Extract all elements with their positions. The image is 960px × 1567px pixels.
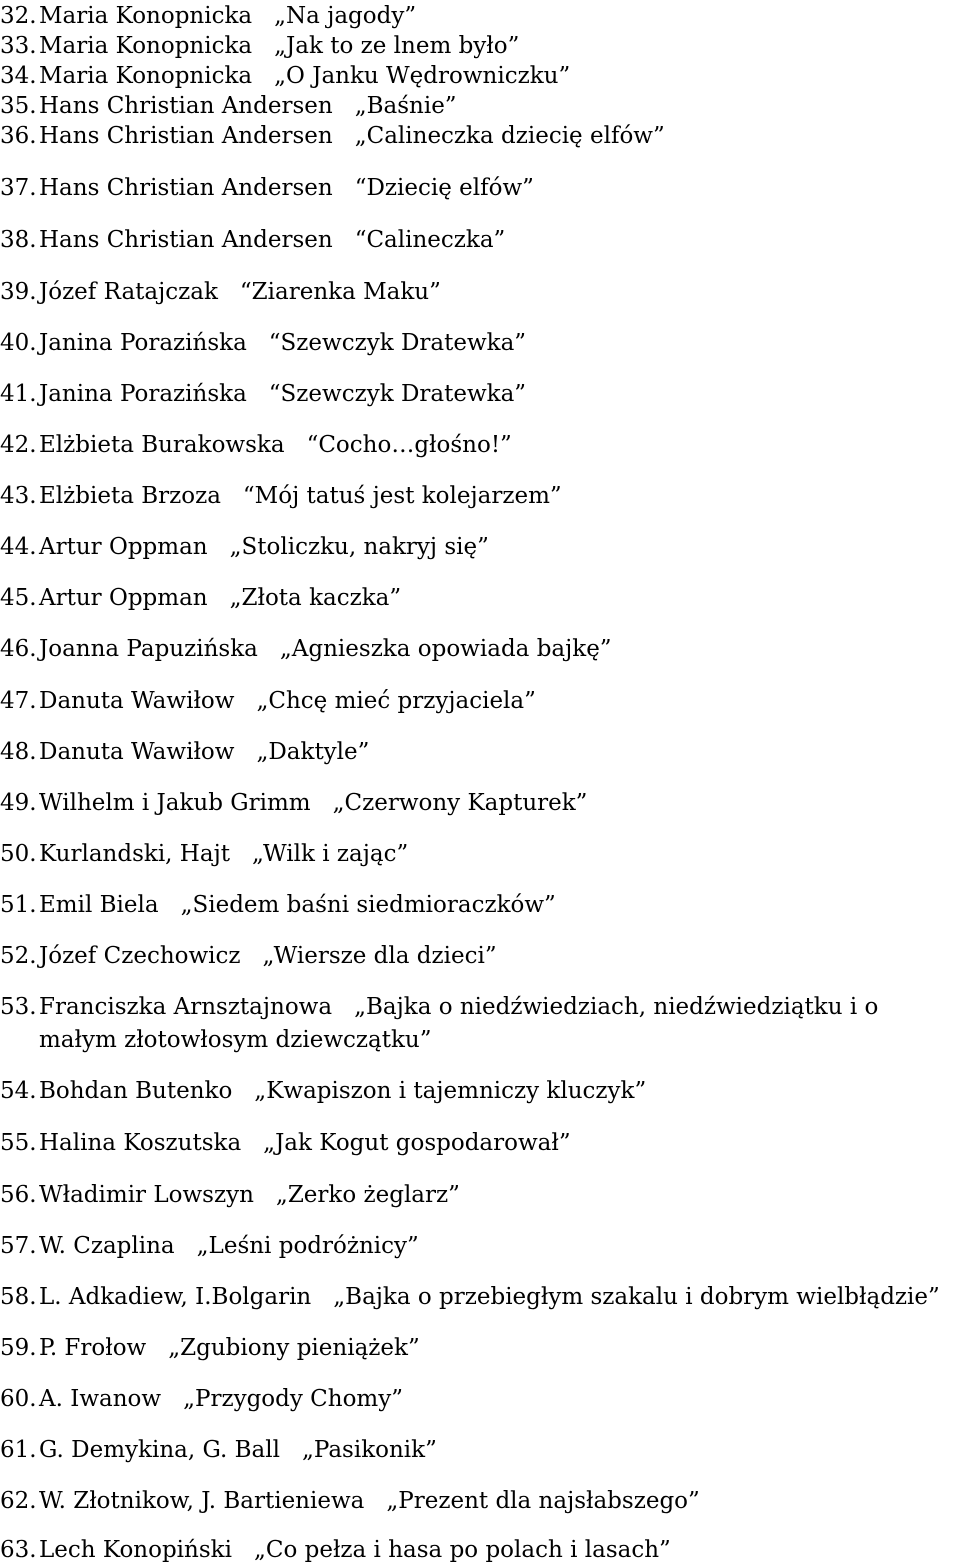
- item-title: „Pasikonik”: [301, 1437, 437, 1463]
- item-author: Maria Konopnicka: [39, 33, 253, 59]
- item-number: 63.: [0, 1537, 37, 1563]
- list-item: [0, 685, 536, 718]
- item-title: „Chcę mieć przyjaciela”: [256, 688, 536, 714]
- item-number: 38.: [0, 227, 37, 253]
- item-number: 56.: [0, 1182, 37, 1208]
- item-title: „Jak to ze lnem było”: [274, 33, 520, 59]
- item-number: 59.: [0, 1335, 37, 1361]
- item-number: 41.: [0, 381, 37, 407]
- item-title: „Bajka o niedźwiedziach, niedźwiedziątku i o małym złotowłosym dziewczątku”: [39, 994, 879, 1053]
- list-item: [0, 480, 562, 513]
- item-title: „Leśni podróżnicy”: [196, 1233, 419, 1259]
- item-number: 39.: [0, 279, 37, 305]
- item-number: 34.: [0, 63, 37, 89]
- item-title: „Prezent dla najsłabszego”: [386, 1488, 700, 1514]
- item-number: 50.: [0, 841, 37, 867]
- list-item: [0, 838, 408, 871]
- item-title: „Złota kaczka”: [229, 585, 402, 611]
- list-item: [0, 1434, 437, 1467]
- item-number: 51.: [0, 892, 37, 918]
- item-number: 42.: [0, 432, 37, 458]
- list-item: [0, 991, 959, 1057]
- item-author: L. Adkadiew, I.Bolgarin: [39, 1284, 312, 1310]
- list-item: [0, 90, 457, 123]
- item-title: “Calineczka”: [354, 227, 506, 253]
- list-item: [0, 0, 416, 33]
- item-author: A. Iwanow: [39, 1386, 162, 1412]
- item-number: 43.: [0, 483, 37, 509]
- item-number: 55.: [0, 1130, 37, 1156]
- item-title: “Mój tatuś jest kolejarzem”: [242, 483, 562, 509]
- item-number: 62.: [0, 1488, 37, 1514]
- list-item: [0, 224, 505, 257]
- item-number: 35.: [0, 93, 37, 119]
- item-author: Lech Konopiński: [39, 1537, 232, 1563]
- list-item: [0, 1383, 403, 1416]
- item-author: Artur Oppman: [39, 585, 208, 611]
- list-item: [0, 429, 512, 462]
- item-number: 48.: [0, 739, 37, 765]
- item-author: Danuta Wawiłow: [39, 739, 235, 765]
- item-author: Elżbieta Burakowska: [39, 432, 285, 458]
- item-title: „Wilk i zając”: [251, 841, 409, 867]
- item-author: Janina Porazińska: [39, 330, 247, 356]
- list-item: [0, 30, 519, 63]
- item-title: “Cocho…głośno!”: [306, 432, 512, 458]
- item-title: “Szewczyk Dratewka”: [268, 381, 527, 407]
- list-item: [0, 1332, 420, 1365]
- item-number: 44.: [0, 534, 37, 560]
- item-number: 32.: [0, 3, 37, 29]
- item-number: 36.: [0, 123, 37, 149]
- item-title: „O Janku Wędrowniczku”: [274, 63, 571, 89]
- item-number: 37.: [0, 175, 37, 201]
- item-title: „Przygody Chomy”: [183, 1386, 403, 1412]
- item-author: Artur Oppman: [39, 534, 208, 560]
- list-item: [0, 1127, 571, 1160]
- item-number: 52.: [0, 943, 37, 969]
- item-number: 33.: [0, 33, 37, 59]
- item-author: Kurlandski, Hajt: [39, 841, 230, 867]
- item-title: „Siedem baśni siedmioraczków”: [180, 892, 556, 918]
- item-title: „Zerko żeglarz”: [275, 1182, 460, 1208]
- list-item: [0, 787, 587, 820]
- item-number: 54.: [0, 1078, 37, 1104]
- list-item: [0, 531, 489, 564]
- item-title: „Stoliczku, nakryj się”: [229, 534, 489, 560]
- item-title: „Zgubiony pieniążek”: [168, 1335, 420, 1361]
- list-item: [0, 582, 401, 615]
- item-number: 47.: [0, 688, 37, 714]
- list-item: [0, 327, 526, 360]
- item-title: „Czerwony Kapturek”: [332, 790, 588, 816]
- item-title: „Wiersze dla dzieci”: [262, 943, 497, 969]
- item-author: W. Czaplina: [39, 1233, 175, 1259]
- list-item: [0, 378, 526, 411]
- item-author: Danuta Wawiłow: [39, 688, 235, 714]
- item-author: Wilhelm i Jakub Grimm: [39, 790, 311, 816]
- item-number: 53.: [0, 994, 37, 1020]
- item-number: 57.: [0, 1233, 37, 1259]
- item-author: Bohdan Butenko: [39, 1078, 233, 1104]
- item-author: P. Frołow: [39, 1335, 147, 1361]
- item-author: W. Złotnikow, J. Bartieniewa: [39, 1488, 365, 1514]
- item-title: “Szewczyk Dratewka”: [268, 330, 527, 356]
- item-title: „Calineczka dziecię elfów”: [354, 123, 665, 149]
- item-title: „Jak Kogut gospodarował”: [263, 1130, 571, 1156]
- item-title: “Dziecię elfów”: [354, 175, 534, 201]
- item-author: Elżbieta Brzoza: [39, 483, 221, 509]
- item-title: “Ziarenka Maku”: [239, 279, 441, 305]
- item-title: „Baśnie”: [354, 93, 457, 119]
- item-title: „Agnieszka opowiada bajkę”: [279, 636, 612, 662]
- list-item: [0, 1179, 460, 1212]
- list-item: [0, 1075, 646, 1108]
- item-author: Hans Christian Andersen: [39, 227, 333, 253]
- list-item: [0, 1281, 940, 1314]
- item-number: 45.: [0, 585, 37, 611]
- item-title: „Daktyle”: [256, 739, 370, 765]
- list-item: [0, 633, 612, 666]
- list-item: [0, 1230, 419, 1263]
- item-number: 49.: [0, 790, 37, 816]
- item-title: „Co pełza i hasa po polach i lasach”: [253, 1537, 671, 1563]
- list-item: [0, 172, 534, 205]
- list-item: [0, 889, 556, 922]
- item-author: Hans Christian Andersen: [39, 123, 333, 149]
- item-number: 46.: [0, 636, 37, 662]
- list-item: [0, 276, 441, 309]
- item-title: „Bajka o przebiegłym szakalu i dobrym wielbłądzie”: [333, 1284, 940, 1310]
- item-number: 40.: [0, 330, 37, 356]
- item-author: Halina Koszutska: [39, 1130, 242, 1156]
- item-author: Józef Ratajczak: [39, 279, 218, 305]
- item-author: Janina Porazińska: [39, 381, 247, 407]
- list-item: [0, 736, 369, 769]
- list-item: [0, 1485, 700, 1518]
- item-author: Hans Christian Andersen: [39, 175, 333, 201]
- item-author: G. Demykina, G. Ball: [39, 1437, 280, 1463]
- list-item: [0, 1534, 671, 1567]
- item-author: Maria Konopnicka: [39, 63, 253, 89]
- item-title: „Na jagody”: [274, 3, 417, 29]
- item-author: Franciszka Arnsztajnowa: [39, 994, 333, 1020]
- list-item: [0, 120, 665, 153]
- item-number: 61.: [0, 1437, 37, 1463]
- list-item: [0, 60, 570, 93]
- item-title: „Kwapiszon i tajemniczy kluczyk”: [254, 1078, 647, 1104]
- item-author: Władimir Lowszyn: [39, 1182, 254, 1208]
- item-author: Maria Konopnicka: [39, 3, 253, 29]
- list-item: [0, 940, 497, 973]
- item-author: Joanna Papuzińska: [39, 636, 258, 662]
- item-author: Józef Czechowicz: [39, 943, 241, 969]
- item-number: 60.: [0, 1386, 37, 1412]
- item-number: 58.: [0, 1284, 37, 1310]
- item-author: Hans Christian Andersen: [39, 93, 333, 119]
- item-author: Emil Biela: [39, 892, 159, 918]
